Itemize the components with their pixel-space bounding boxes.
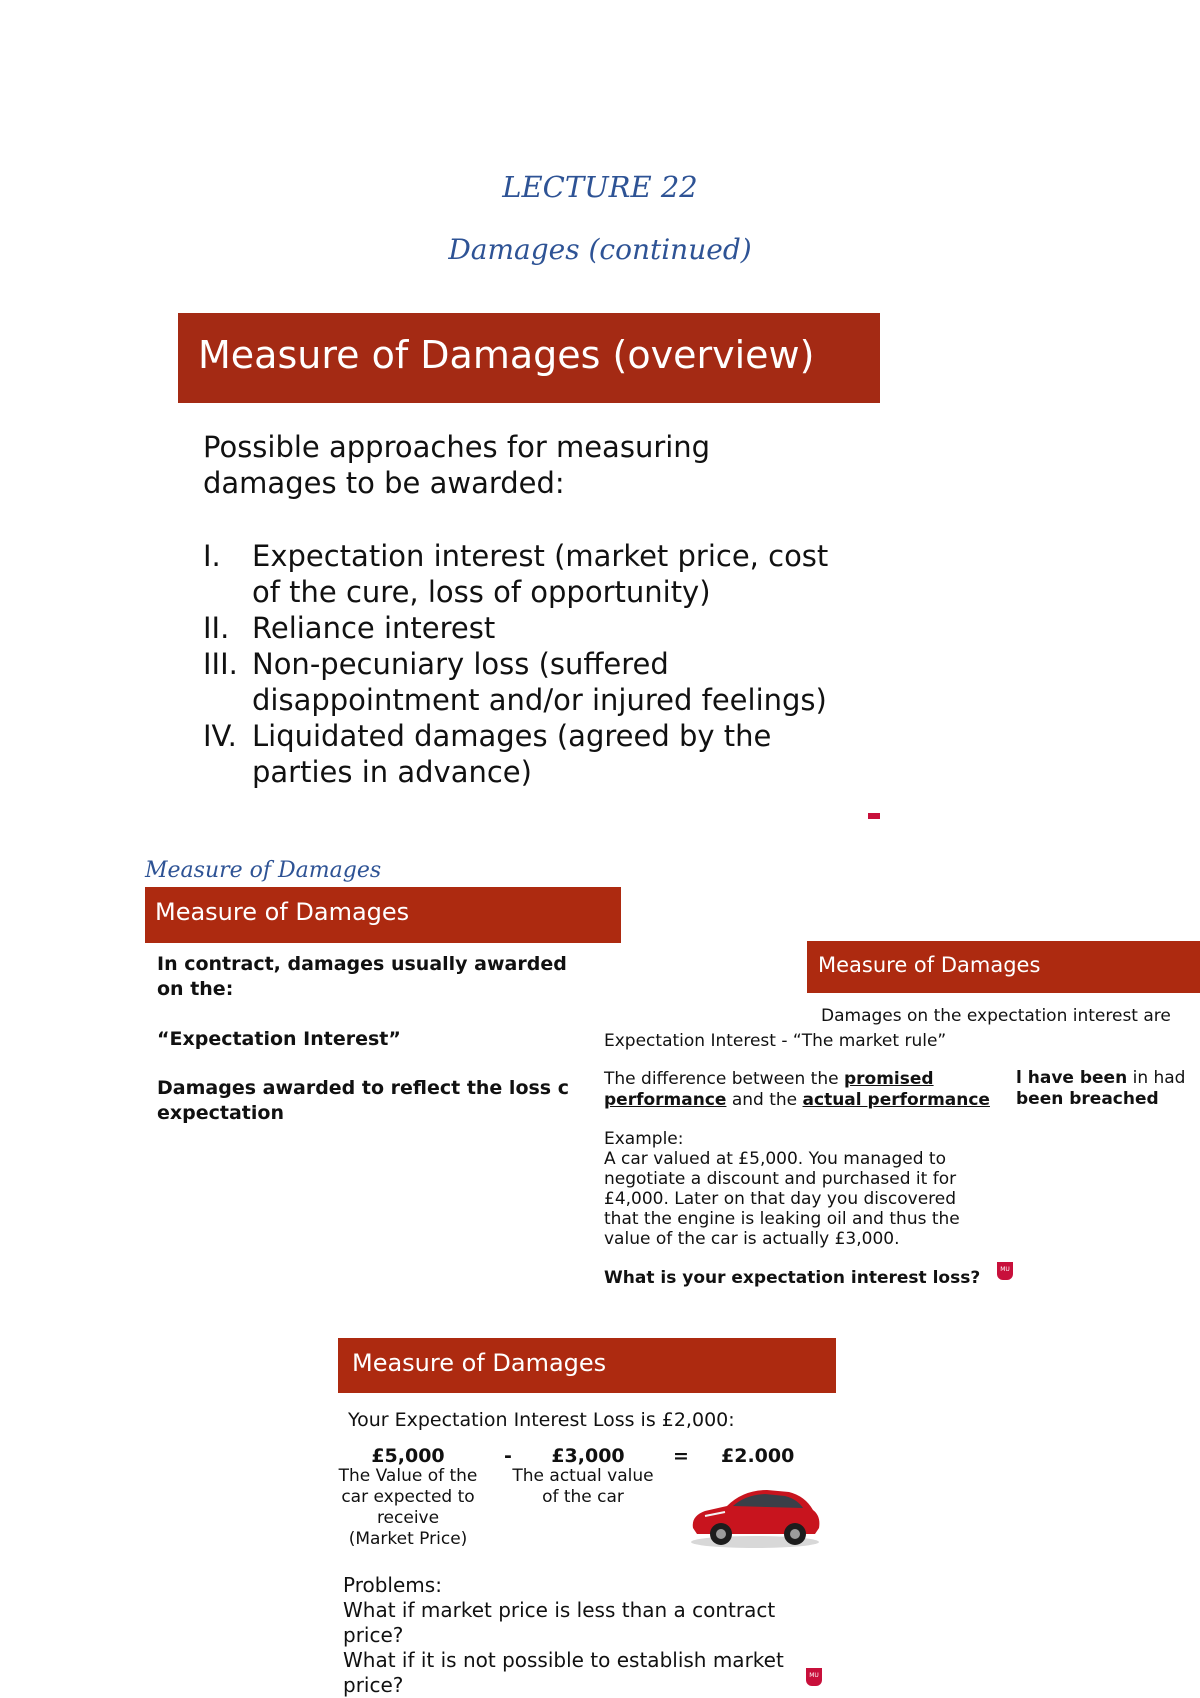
list-line: parties in advance) (252, 755, 532, 789)
logo-mark-icon (868, 813, 880, 819)
problem-line: What if it is not possible to establish market (343, 1648, 784, 1672)
example-label: Example: (604, 1129, 684, 1149)
loss-heading: Your Expectation Interest Loss is £2,000: (348, 1409, 735, 1431)
list-number: IV. (203, 719, 237, 753)
slide-title: Measure of Damages (overview) (178, 313, 880, 403)
actual-value-description: The actual value of the car (512, 1466, 654, 1507)
text-line: In contract, damages usually awarded (157, 953, 567, 975)
lecture-title: LECTURE 22 (502, 170, 698, 204)
text-line: on the: (157, 978, 234, 1000)
list-line: Liquidated damages (agreed by the (252, 719, 772, 753)
text-line: “Expectation Interest” (157, 1028, 401, 1050)
section-heading: Measure of Damages (145, 858, 382, 883)
problems-label: Problems: (343, 1573, 442, 1597)
university-logo-icon: MU (997, 1262, 1013, 1280)
example-line: value of the car is actually £3,000. (604, 1229, 900, 1249)
list-item (203, 646, 828, 718)
example-line: £4,000. Later on that day you discovered (604, 1189, 957, 1209)
list-item (203, 718, 828, 790)
question-text: What is your expectation interest loss? (604, 1268, 981, 1288)
list-number: I. (203, 539, 221, 573)
lecture-subtitle: Damages (continued) (448, 233, 752, 266)
market-value: £5,000 (371, 1445, 445, 1467)
list-line: disappointment and/or injured feelings) (252, 683, 827, 717)
slide5-title: Measure of Damages (338, 1338, 836, 1393)
market-value-description: The Value of the car expected to receive (Market Price) (338, 1466, 478, 1549)
list-line: Expectation interest (market price, cost (252, 539, 829, 573)
list-line: Reliance interest (252, 611, 496, 645)
problem-line: price? (343, 1623, 404, 1647)
slide2-title: Measure of Damages (145, 887, 621, 943)
slide3-fragment: l have been in had (1016, 1068, 1186, 1088)
slide3-fragment: been breached (1016, 1089, 1159, 1109)
text-line: expectation (157, 1102, 284, 1124)
example-block (604, 1129, 960, 1249)
example-line: negotiate a discount and purchased it for (604, 1169, 957, 1189)
list-item (203, 538, 828, 610)
list-item (203, 610, 828, 646)
minus-sign: - (504, 1445, 512, 1467)
equals-sign: = (673, 1445, 689, 1467)
market-rule-heading: Expectation Interest - “The market rule” (604, 1031, 947, 1051)
slide2-body (157, 952, 569, 1126)
slide-overview (178, 313, 880, 819)
loss-value: £2.000 (721, 1445, 795, 1467)
list-number: II. (203, 611, 230, 645)
problems-block (343, 1573, 784, 1698)
slide5 (338, 1338, 836, 1698)
list-line: of the cure, loss of opportunity) (252, 575, 711, 609)
list-number: III. (203, 647, 238, 681)
list-line: Non-pecuniary loss (suffered (252, 647, 669, 681)
red-car-icon (685, 1478, 825, 1550)
text-line: Damages awarded to reflect the loss c (157, 1077, 569, 1099)
slide4 (596, 1026, 1016, 1294)
approaches-list (203, 538, 828, 790)
university-logo-icon: MU (806, 1668, 822, 1686)
example-line: A car valued at £5,000. You managed to (604, 1149, 946, 1169)
slide-intro (203, 429, 710, 501)
problem-line: price? (343, 1673, 404, 1697)
slide3-line: Damages on the expectation interest are (821, 1006, 1171, 1026)
intro-line: Possible approaches for measuring (203, 430, 711, 464)
difference-text: The difference between the promised performance and the actual performance (604, 1069, 990, 1110)
actual-value: £3,000 (551, 1445, 625, 1467)
example-line: that the engine is leaking oil and thus the (604, 1209, 960, 1229)
slide3-title: Measure of Damages (807, 941, 1200, 993)
intro-line: damages to be awarded: (203, 466, 565, 500)
problem-line: What if market price is less than a contract (343, 1598, 776, 1622)
